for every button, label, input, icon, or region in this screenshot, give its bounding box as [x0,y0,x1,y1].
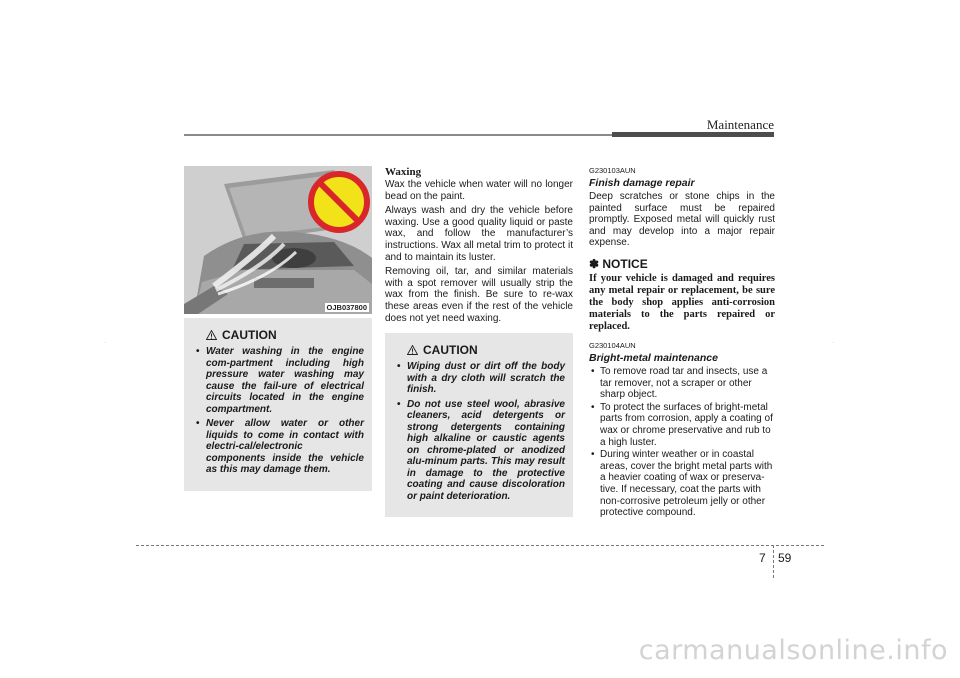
warning-triangle-icon [206,330,217,340]
section-code: G230104AUN [589,340,636,350]
notice-title: ✽ NOTICE [589,256,648,271]
waxing-paragraph: Removing oil, tar, and similar materials with a spot remover will usually strip the wax from the finish. Be sure to re-wax these areas even if the rest of the vehicle does not yet need waxing. [385,266,573,324]
waxing-paragraph: Wax the vehicle when water will no longer bead on the paint. [385,179,573,202]
caution-item: • Wiping dust or dirt off the body with a dry cloth will scratch the finish. [393,361,565,396]
section-code: G230103AUN [589,166,636,175]
column-right [589,166,775,520]
chapter-number: 7 [759,551,766,565]
waxing-paragraph: Always wash and dry the vehicle before waxing. Use a good quality liquid or paste wax, and follow the manufacturer’s instructions. Wax all metal trim to protect it and to maintain its luster. [385,205,573,263]
bright-metal-heading: Bright-metal maintenance [589,351,718,364]
warning-triangle-icon [407,345,418,355]
caution-title: CAUTION [423,343,478,358]
figure-code: OJB037800 [326,303,367,312]
page-number: 59 [778,551,792,565]
column-left [184,166,372,491]
finish-damage-heading: Finish damage repair [589,177,695,189]
crop-mark: · [104,340,106,346]
caution-list [192,346,364,476]
car-hood-open-image [184,166,372,314]
caution-item: • Water washing in the engine com-partment including high pressure water washing may cause the fail-ure of electrical circuits located in the engine compartment. [192,346,364,415]
notice-text: If your vehicle is damaged and requires any metal repair or replacement, be sure the body shop applies anti-corrosion materials to the parts repaired or replaced. [589,272,775,332]
caution-item: • Never allow water or other liquids to come in contact with electri-cal/electronic components inside the vehicle as this may damage them. [192,418,364,476]
section-title: Maintenance [706,117,774,132]
watermark: carmanualsonline.info [638,635,948,666]
footer-rule [136,545,824,546]
engine-washing-illustration [184,166,372,314]
footer-divider [773,545,774,578]
crop-mark: · [832,340,834,346]
caution-title: CAUTION [222,328,277,342]
list-item: • During winter weather or in coastal areas, cover the bright metal parts with a heavier coating of wax or preserva-tive. If necessary, coat the parts with non-corrosive petroleum jelly or other protective compound. [589,449,775,519]
caution-box-engine-washing [184,318,372,491]
waxing-heading: Waxing [385,166,422,178]
caution-box-body-care [385,333,573,517]
bright-metal-list [589,366,775,519]
list-item: • To remove road tar and insects, use a tar remover, not a scraper or other sharp object. [589,366,775,401]
caution-list [393,361,565,502]
header-accent-bar [612,132,774,137]
column-middle [385,166,573,517]
finish-damage-text: Deep scratches or stone chips in the painted surface must be repaired promptly. Exposed metal will quickly rust and may develop into a major repair expense. [589,191,775,249]
caution-item: • Do not use steel wool, abrasive cleaners, acid detergents or strong detergents containing high alkaline or caustic agents on chrome-plated or anodized alu-minum parts. This may result in damage to the protective coating and cause discoloration or paint deterioration. [393,399,565,503]
list-item: • To protect the surfaces of bright-metal parts from corrosion, apply a coating of wax or chrome preservative and rub to a high luster. [589,402,775,448]
